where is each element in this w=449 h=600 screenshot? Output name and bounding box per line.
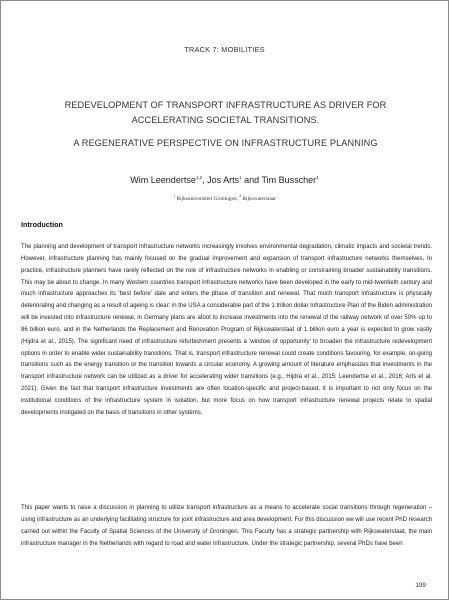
author-separator: and bbox=[241, 175, 262, 185]
author-affiliation-marker: 1 bbox=[239, 175, 242, 180]
author-separator: , bbox=[202, 175, 208, 185]
body-paragraph: The planning and development of transport infrastructure networks increasingly involves environmental degradation, climatic impacts and societal trends. However, infrastructure planning has mainly focused on the gradual improvement and expansion of transport infrastructure networks themselves. In practice, infrastructure planners have rarely reflected on the role of infrastructure networks in enabling or constraining broader sustainability transitions. This may be about to change. In many Western countries transport infrastructure networks have been developed in the early to mid-twentieth century and much infrastructure approaches its 'best before' date and enters the phase of transition and renewal. That much transport infrastructure is physically deteriorating and changing as a result of ageing is clear: in the USA a considerable part of the 1 trillion dollar Infrastructure Plan of the Biden administration will be invested into infrastructure renewal, in Germany plans are afoot to increase investments into the renewal of the railway network of over 50% up to 86 billion euro, and in the Netherlands the Replacement and Renovation Program of Rijkswaterstaat of 1 billion euro a year is expected to grow vastly (Hijdra et al., 2015). The significant need of infrastructure refurbishment presents a 'window of opportunity' to broaden the infrastructure redevelopment options in order to enable wider sustainability transitions. That is, transport infrastructure renewal could create conditions favouring, for example, on-going transitions such as the energy transition or the transition towards a circular economy. A growing amount of literature emphasizes that investments in the transport infrastructure network can be utilized as a driver for accelerating wider transitions (e.g., Hijdra et al., 2015; Leendertse et al., 2016; Arts et al. 2021). Given the fact that transport infrastructure investments are often location-specific and project-based, it is important to not only focus on the institutional conditions of the infrastructure system in isolation, but more focus on how transport infrastructure renewal projects relate to spatial developments instigated on the basis of transitions in other systems. bbox=[21, 244, 432, 416]
affiliation-name: Rijksuniversiteit Groningen, bbox=[175, 195, 240, 202]
paper-title: REDEVELOPMENT OF TRANSPORT INFRASTRUCTURE AS DRIVER FOR ACCELERATING SOCIETAL TRANSITIONS. bbox=[64, 100, 387, 125]
affiliation-name: Rijkswaterstaat bbox=[241, 195, 276, 202]
author-affiliation-marker: 1 bbox=[316, 175, 319, 180]
affiliation-marker: 1 bbox=[173, 194, 176, 198]
affiliation-line bbox=[1, 194, 448, 202]
section-heading: Introduction bbox=[21, 220, 63, 229]
track-label: TRACK 7: MOBILITIES bbox=[184, 45, 265, 54]
page-number: 199 bbox=[415, 582, 426, 589]
body-paragraph: This paper wants to raise a discussion in planning to utilize transport infrastructure as a means to accelerate social transitions through regeneration – using infrastructure as an underlying facilitating structure for joint infrastructure and area development. For this discussion we will use recent PhD research carried out within the Faculty of Spatial Sciences of the University of Groningen. This Faculty has a strategic partnership with Rijkswaterstaat, the main infrastructure manager in the Netherlands with regard to road and water infrastructure. Under the strategic partnership, several PhDs have been bbox=[21, 505, 432, 547]
author-affiliation-marker: 1,2 bbox=[195, 175, 203, 180]
affiliation-marker: 2 bbox=[239, 194, 242, 198]
author-name: Jos Arts bbox=[207, 175, 240, 185]
author-name: Wim Leendertse bbox=[130, 175, 196, 185]
paper-subtitle: A REGENERATIVE PERSPECTIVE ON INFRASTRUCTURE PLANNING bbox=[73, 138, 378, 148]
author-name: Tim Busscher bbox=[261, 175, 317, 185]
author-line bbox=[1, 175, 448, 185]
